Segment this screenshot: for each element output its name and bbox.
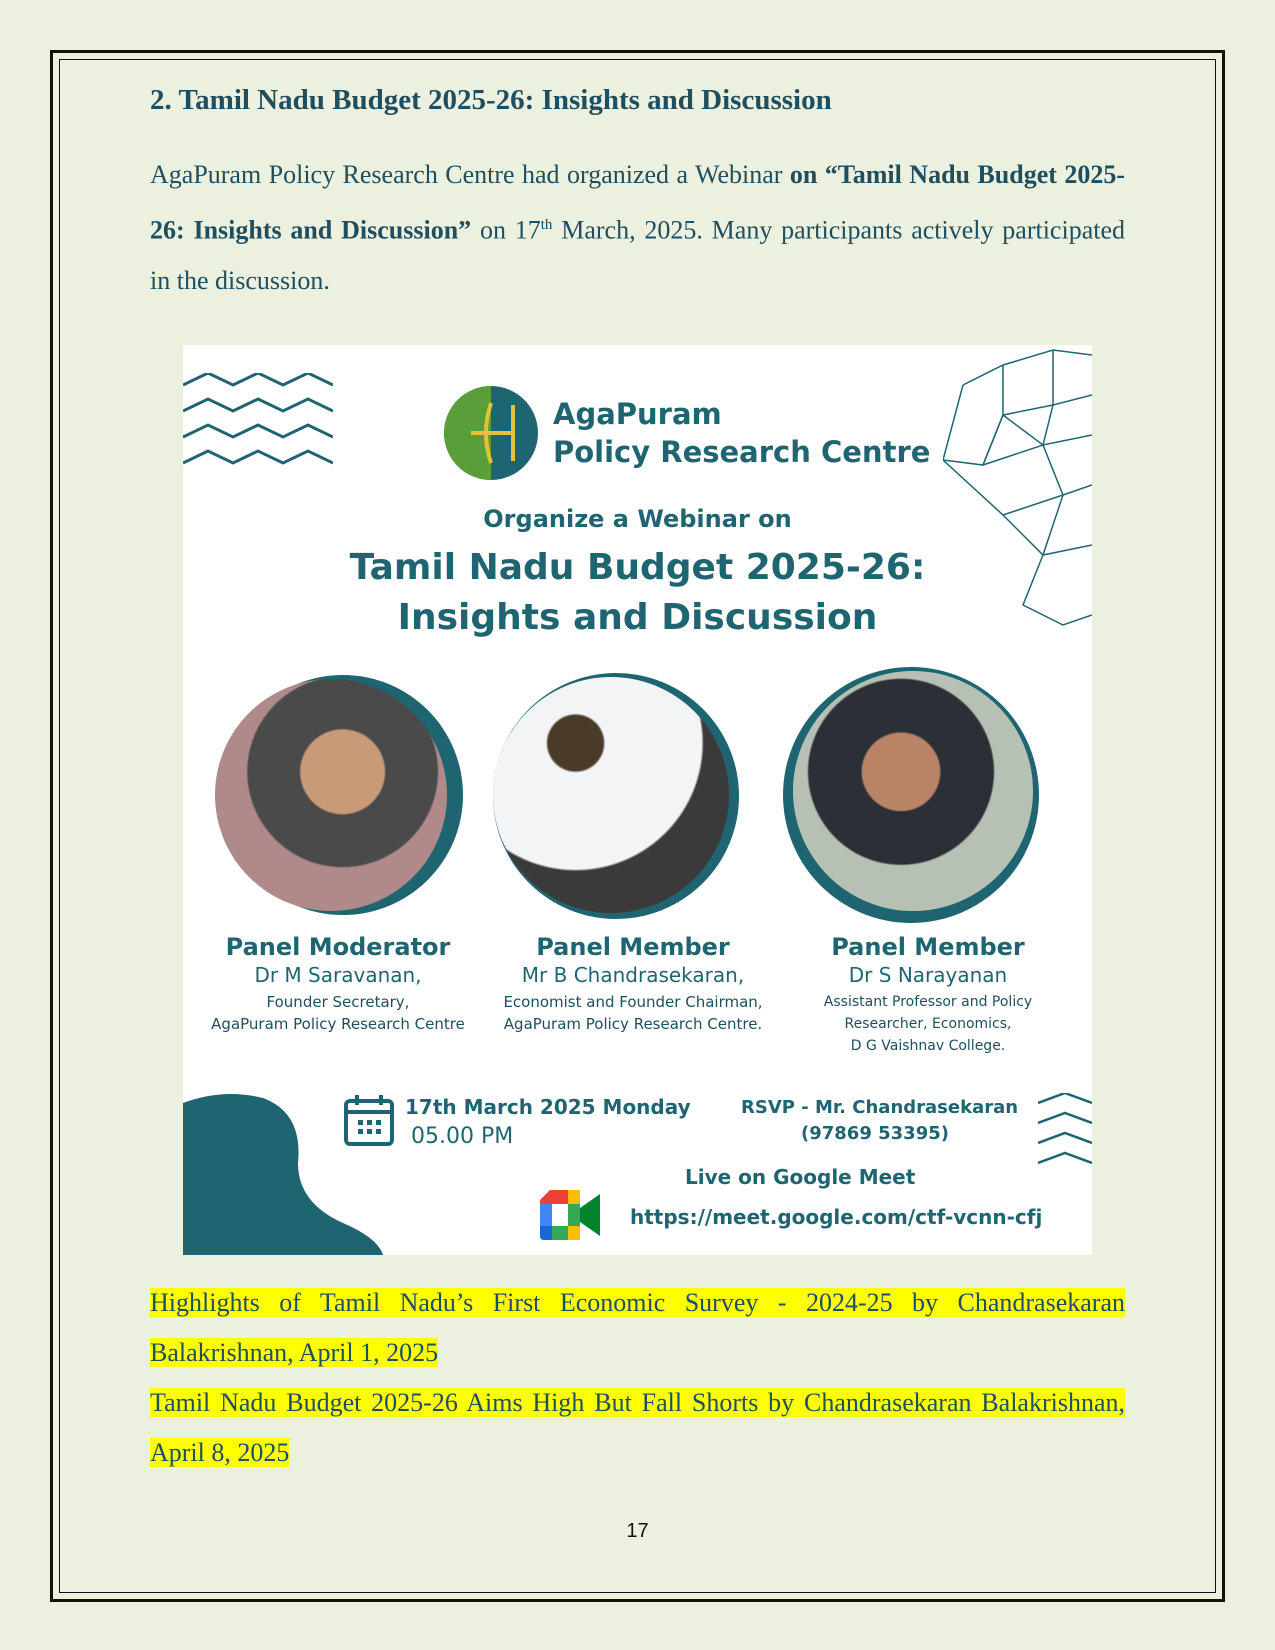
panelist-member-1 <box>488 933 778 1035</box>
panelist-desc: Economist and Founder Chairman, <box>503 993 763 1011</box>
rsvp-phone: (97869 53395) <box>801 1123 949 1144</box>
highlight-link-1[interactable] <box>150 1278 1125 1378</box>
panelist-name: Dr S Narayanan <box>848 963 1008 987</box>
panelist-moderator <box>193 933 483 1035</box>
org-name-line1: AgaPuram <box>553 397 722 431</box>
panelist-role: Panel Member <box>831 933 1025 961</box>
meet-link[interactable]: https://meet.google.com/ctf-vcnn-cfj <box>630 1205 1043 1229</box>
panelist-role: Panel Moderator <box>225 933 451 961</box>
intro-paragraph <box>150 150 1125 306</box>
calendar-icon <box>343 1093 395 1147</box>
page-number: 17 <box>626 1520 649 1542</box>
intro-text-2: on 17 <box>471 215 541 245</box>
panelist-desc: Researcher, Economics, <box>844 1016 1012 1032</box>
intro-bold-title: on “Tamil Nadu Budget 2025-26: Insights and Discussion” <box>150 160 1125 245</box>
highlight-link-2[interactable] <box>150 1378 1125 1478</box>
panelist-desc: D G Vaishnav College. <box>850 1038 1006 1054</box>
organize-line: Organize a Webinar on <box>483 505 792 533</box>
avatar-member-2 <box>793 671 1033 911</box>
org-name-line2: Policy Research Centre <box>553 435 931 469</box>
intro-superscript: th <box>540 217 553 233</box>
webinar-title-line1: Tamil Nadu Budget 2025-26: <box>349 547 926 588</box>
webinar-poster <box>183 345 1092 1255</box>
highlight-text[interactable]: Tamil Nadu Budget 2025-26 Aims High But Fall Shorts by Chandrasekaran Balakrishnan, April 8, 2025 <box>150 1388 1125 1467</box>
webinar-title-line2: Insights and Discussion <box>397 597 878 638</box>
zigzag-decoration-left <box>183 373 333 468</box>
panelist-name: Mr B Chandrasekaran, <box>521 963 745 987</box>
panelist-name: Dr M Saravanan, <box>254 963 422 987</box>
panelist-desc: Founder Secretary, <box>266 993 410 1011</box>
intro-text-3: March, 2025. Many participants actively participated in the discussion. <box>150 215 1125 295</box>
panelist-member-2 <box>783 933 1073 1057</box>
panelist-role: Panel Member <box>536 933 730 961</box>
intro-text-1: AgaPuram Policy Research Centre had organized a Webinar <box>150 160 790 189</box>
event-date: 17th March 2025 Monday <box>405 1095 691 1119</box>
avatar-moderator <box>215 679 447 911</box>
avatar-member-1 <box>493 677 729 913</box>
panelist-desc: AgaPuram Policy Research Centre. <box>503 1015 763 1033</box>
live-label: Live on Google Meet <box>685 1165 916 1189</box>
highlight-text[interactable]: Highlights of Tamil Nadu’s First Economic Survey - 2024-25 by Chandrasekaran Balakrishnan, April 1, 2025 <box>150 1288 1125 1367</box>
logo-icon <box>441 383 541 483</box>
google-meet-icon <box>540 1190 602 1240</box>
event-time: 05.00 PM <box>411 1124 514 1149</box>
panelist-desc: AgaPuram Policy Research Centre <box>211 1015 465 1033</box>
rsvp-contact: RSVP - Mr. Chandrasekaran <box>741 1097 1019 1118</box>
zigzag-decoration-right <box>1038 1093 1092 1173</box>
panelist-desc: Assistant Professor and Policy <box>823 994 1033 1010</box>
poster-org-name <box>553 395 930 471</box>
section-heading: 2. Tamil Nadu Budget 2025-26: Insights and Discussion <box>150 84 832 116</box>
